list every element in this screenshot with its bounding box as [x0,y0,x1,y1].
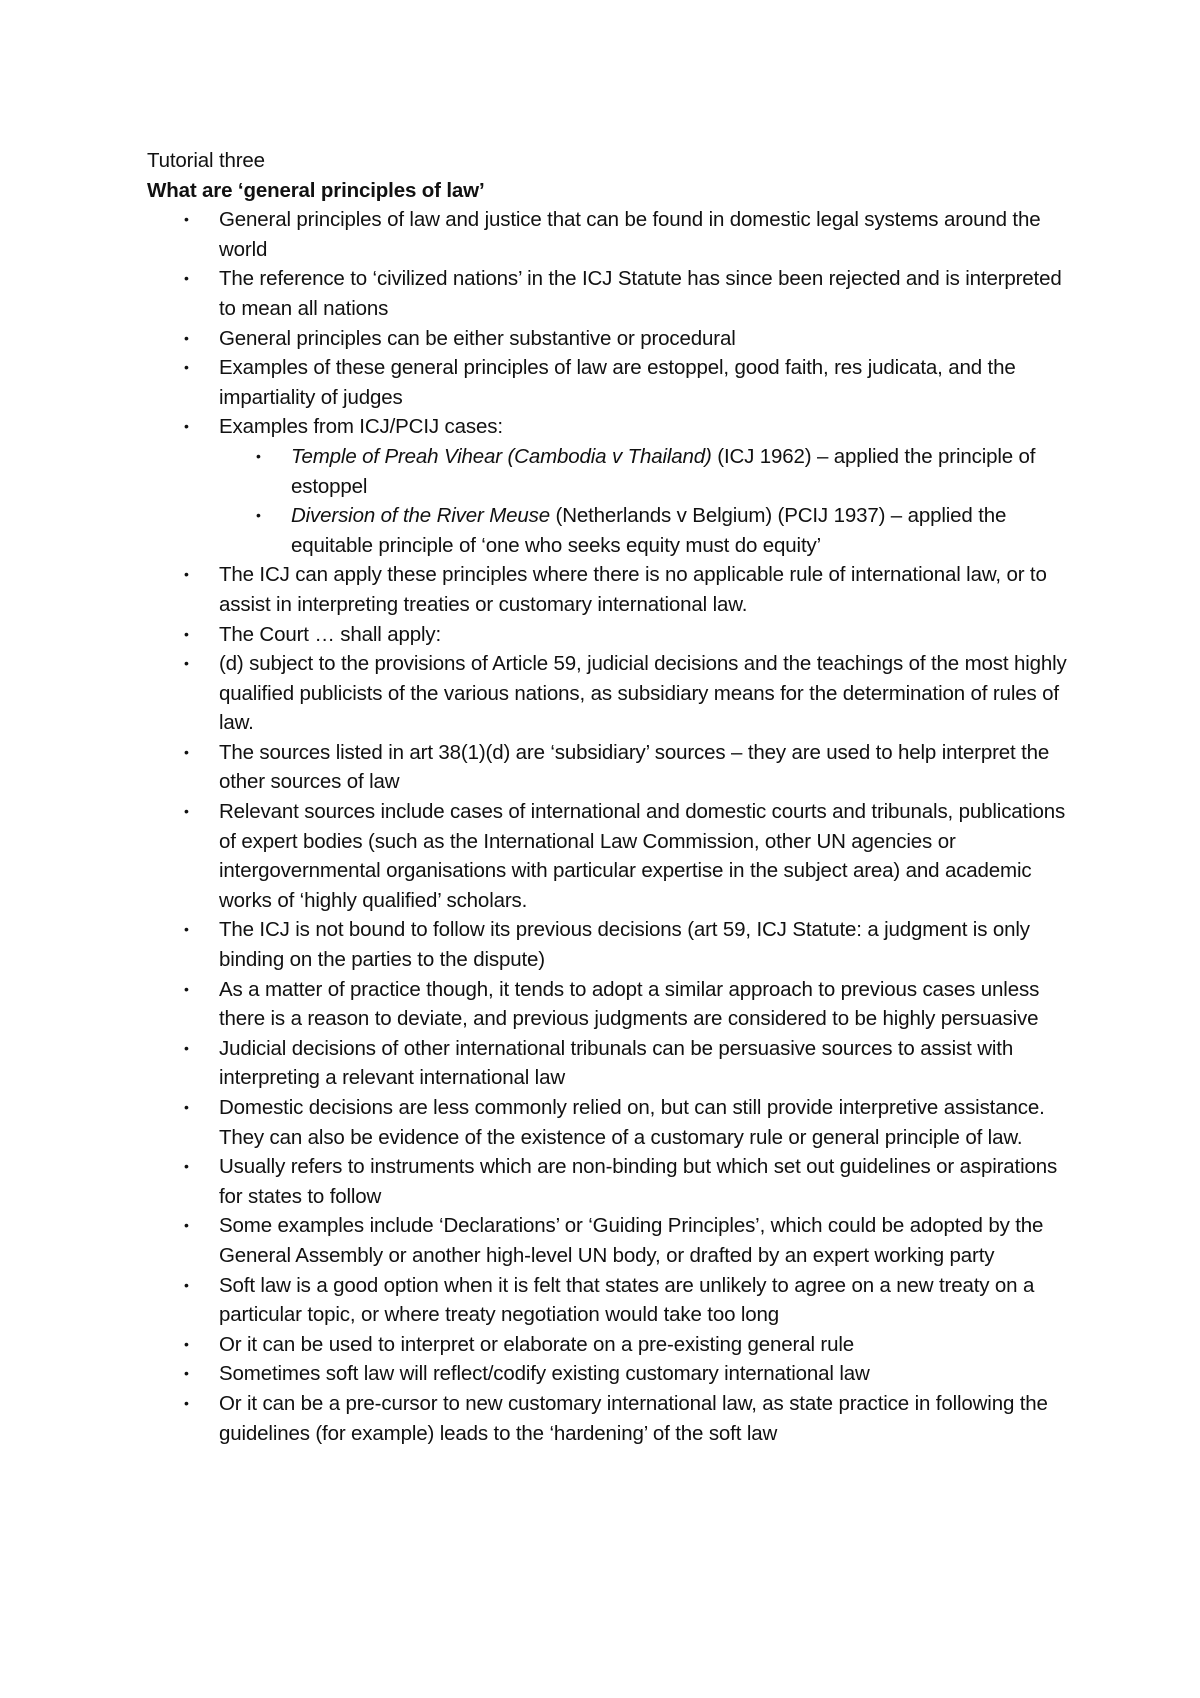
list-item-text: Soft law is a good option when it is felt that states are unlikely to agree on a new treaty on a particular topic, or where treaty negotiation would take too long [219,1273,1035,1327]
case-name: Temple of Preah Vihear (Cambodia v Thailand) [291,444,712,468]
bullet-icon: • [256,447,261,464]
document-content [147,146,1077,1448]
section-heading: What are ‘general principles of law’ [147,178,485,202]
list-item-text: Relevant sources include cases of international and domestic courts and tribunals, publications of expert bodies (such as the International Law Commission, other UN agencies or intergovernmental organisations with particular expertise in the subject area) and academic works of ‘highly qualified’ scholars. [219,800,1066,912]
bullet-icon: • [184,625,189,642]
bullet-icon: • [256,507,261,524]
list-item [184,1211,1077,1270]
bullet-icon: • [184,1099,189,1115]
case-description: (Netherlands v Belgium) (PCIJ 1937) – applied the equitable principle of ‘one who seeks equity must do equity’ [291,504,1007,557]
list-item-text: General principles of law and justice that can be found in domestic legal systems around the world [219,208,1041,261]
list-item [184,797,1077,915]
list-item-text: As a matter of practice though, it tends to adopt a similar approach to previous cases unless there is a reason to deviate, and previous judgments are considered to be highly persuasive [219,977,1040,1031]
list-item [184,205,1077,264]
list-item [184,560,1077,619]
list-item [184,975,1077,1034]
list-item [184,915,1077,974]
bullet-icon: • [184,211,189,228]
bullet-icon: • [184,359,189,376]
list-item [184,1359,1077,1389]
list-item-text: Some examples include ‘Declarations’ or ‘Guiding Principles’, which could be adopted by the General Assembly or another high-level UN body, or drafted by an expert working party [219,1214,1044,1267]
bullet-icon: • [184,1276,189,1293]
list-item-text: Sometimes soft law will reflect/codify existing customary international law [219,1362,870,1386]
list-item-text: Usually refers to instruments which are non-binding but which set out guidelines or aspirations for states to follow [219,1155,1058,1208]
list-item-text: The ICJ is not bound to follow its previous decisions (art 59, ICJ Statute: a judgment is only binding on the parties to the dispute) [219,918,1030,972]
list-item [184,1152,1077,1211]
bullet-icon: • [184,566,189,583]
list-item-text: Examples from ICJ/PCIJ cases: [219,415,503,439]
case-example-item [256,442,1077,501]
case-name: Diversion of the River Meuse [291,504,550,528]
case-description: (ICJ 1962) – applied the principle of estoppel [291,444,1036,498]
list-item [184,738,1077,797]
bullet-icon: • [184,1217,189,1234]
bullet-icon: • [184,1039,189,1056]
list-item-text: Or it can be used to interpret or elaborate on a pre-existing general rule [219,1332,855,1356]
list-item [184,1093,1077,1152]
case-example-item [256,501,1077,560]
bullet-icon: • [184,980,189,997]
sub-list-container [219,442,1077,560]
list-item-text: The reference to ‘civilized nations’ in the ICJ Statute has since been rejected and is interpreted to mean all nations [219,267,1062,320]
document-title: Tutorial three [147,149,265,172]
list-item-text: The ICJ can apply these principles where there is no applicable rule of international law, or to assist in interpreting treaties or customary international law. [219,563,1047,616]
bullet-icon: • [184,1335,189,1352]
list-item-text: (d) subject to the provisions of Article 59, judicial decisions and the teachings of the most highly qualified publicists of the various nations, as subsidiary means for the determination of rules of law. [219,652,1067,735]
list-item [184,264,1077,323]
list-item [184,412,1077,442]
list-item [184,1330,1077,1360]
bullet-icon: • [184,329,189,346]
bullet-icon: • [184,921,189,938]
list-item-text: Examples of these general principles of law are estoppel, good faith, res judicata, and the impartiality of judges [219,356,1016,409]
list-item [184,620,1077,650]
bullet-icon: • [184,655,189,672]
list-item [184,1034,1077,1093]
list-item-text: The Court … shall apply: [219,622,442,646]
list-item [184,324,1077,354]
case-examples-list [219,442,1077,560]
list-item-text: Or it can be a pre-cursor to new customary international law, as state practice in following the guidelines (for example) leads to the ‘hardening’ of the soft law [219,1391,1048,1445]
bullet-icon: • [184,743,189,760]
list-item-text: The sources listed in art 38(1)(d) are ‘subsidiary’ sources – they are used to help interpret the other sources of law [219,740,1050,794]
list-item [184,1271,1077,1330]
list-item-text: Judicial decisions of other international tribunals can be persuasive sources to assist with interpreting a relevant international law [219,1036,1014,1090]
bullet-icon: • [184,270,189,287]
bullet-icon: • [184,1365,189,1382]
list-item [184,353,1077,412]
list-item [184,1389,1077,1448]
list-item-text: General principles can be either substantive or procedural [219,326,736,350]
list-item [184,649,1077,738]
bullet-icon: • [184,1394,189,1411]
bullet-icon: • [184,803,189,820]
bullet-list [147,205,1077,1448]
bullet-icon: • [184,418,189,435]
bullet-icon: • [184,1158,189,1175]
list-item-text: Domestic decisions are less commonly relied on, but can still provide interpretive assistance. They can also be evidence of the existence of a customary rule or general principle of law. [219,1096,1045,1149]
